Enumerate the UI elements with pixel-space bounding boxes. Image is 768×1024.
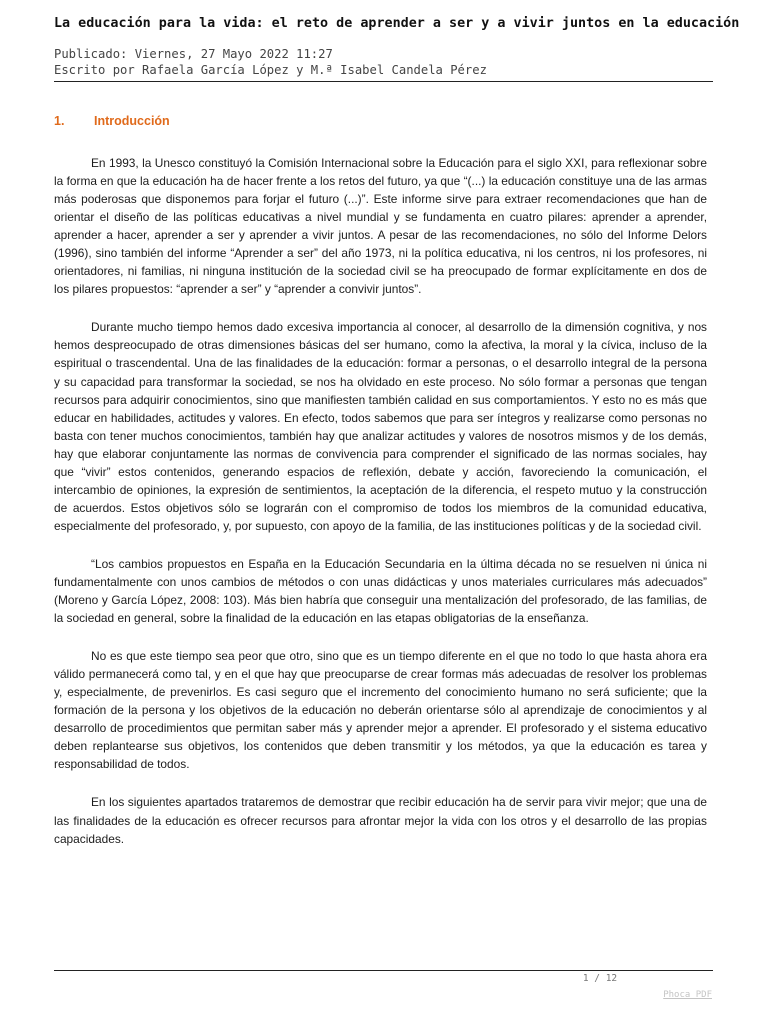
page-number: 1 / 12 [582, 973, 618, 984]
author-line: Escrito por Rafaela García López y M.ª Isabel Candela Pérez [54, 63, 487, 77]
article-body [54, 154, 707, 868]
paragraph: No es que este tiempo sea peor que otro, sino que es un tiempo diferente en el que no todo lo que hasta ahora era válido permanecerá como tal, y en el que hay que preocuparse de crear formas más adecuadas de resolver los problemas y, especialmente, de prevenirlos. Es casi seguro que el incremento del conocimiento humano no será suficiente; que la formación de la persona y los objetivos de la educación no deberán orientarse sólo al aprendizaje de conocimientos y al desarrollo de procedimientos que permitan saber más y aprender mejor a aprender. El profesorado y el sistema educativo deben replantearse sus objetivos, los contenidos que deben transmitir y los métodos, ya que la educación es tarea y responsabilidad de todos. [54, 649, 707, 772]
section-heading [54, 114, 170, 128]
article-title: La educación para la vida: el reto de aprender a ser y a vivir juntos en la educación [54, 16, 740, 31]
paragraph: En 1993, la Unesco constituyó la Comisión Internacional sobre la Educación para el siglo XXI, para reflexionar sobre la forma en que la educación ha de hacer frente a los retos del futuro, ya que “(...) la educación constituye una de las armas más poderosas que disponemos para forjar el futuro (...)”. Este informe sirve para extraer recomendaciones que han de orientar el diseño de las políticas educativas a nivel mundial y se fundamenta en cuatro pilares: aprender a aprender, aprender a hacer, aprender a ser y aprender a vivir juntos. A pesar de las recomendaciones, no sólo del Informe Delors (1996), sino también del informe “Aprender a ser” del año 1973, ni la política educativa, ni los centros, ni los profesores, ni orientadores, ni familias, ni ninguna institución de la sociedad civil se ha preocupado de formar explícitamente en dos de los pilares propuestos: “aprender a ser” y “aprender a convivir juntos”. [54, 156, 707, 297]
section-number: 1. [54, 114, 65, 128]
article-meta [54, 46, 487, 78]
header-divider [54, 81, 713, 82]
paragraph: “Los cambios propuestos en España en la Educación Secundaria en la última década no se resuelven ni única ni fundamentalmente con unos cambios de métodos o con unas didácticas y unos materiales curriculares más adecuados” (Moreno y García López, 2008: 103). Más bien habría que conseguir una mentalización del profesorado, de las familias, de la sociedad en general, sobre la finalidad de la educación en las etapas obligatorias de la enseñanza. [54, 556, 707, 626]
footer-divider [54, 970, 713, 971]
paragraph: Durante mucho tiempo hemos dado excesiva importancia al conocer, al desarrollo de la dimensión cognitiva, y nos hemos despreocupado de otras dimensiones básicas del ser humano, como la afectiva, la moral y la cívica, incluso de la espiritual o trascendental. Una de las finalidades de la educación: formar a personas, o el desarrollo integral de la persona y su capacidad para transformar la sociedad, se nos ha olvidado en este proceso. No sólo formar a personas que tengan recursos para adquirir conocimientos, sino que manifiesten también calidad en sus comportamientos. Y esto no es más que educar en habilidades, actitudes y valores. En efecto, todos sabemos que para ser íntegros y realizarse como personas no basta con tener muchos conocimientos, también hay que analizar actitudes y valores de nosotros mismos y de los demás, hay que elaborar conjuntamente las normas de convivencia para comprender el significado de las normas sociales, hay que “vivir” estos contenidos, generando espacios de reflexión, debate y acción, favoreciendo la comunicación, el intercambio de opiniones, la expresión de sentimientos, la aceptación de la diferencia, el respeto mutuo y la construcción de acuerdos. Estos objetivos sólo se lograrán con el compromiso de todos los miembros de la comunidad educativa, especialmente del profesorado, y, por supuesto, con apoyo de la familia, de las instituciones políticas y de la sociedad civil. [54, 320, 707, 533]
section-title: Introducción [94, 114, 170, 128]
published-date: Publicado: Viernes, 27 Mayo 2022 11:27 [54, 47, 333, 61]
paragraph: En los siguientes apartados trataremos de demostrar que recibir educación ha de servir para vivir mejor; que una de las finalidades de la educación es ofrecer recursos para afrontar mejor la vida con los otros y el desarrollo de las propias capacidades. [54, 795, 707, 846]
phoca-pdf-link[interactable]: Phoca PDF [663, 990, 712, 1000]
